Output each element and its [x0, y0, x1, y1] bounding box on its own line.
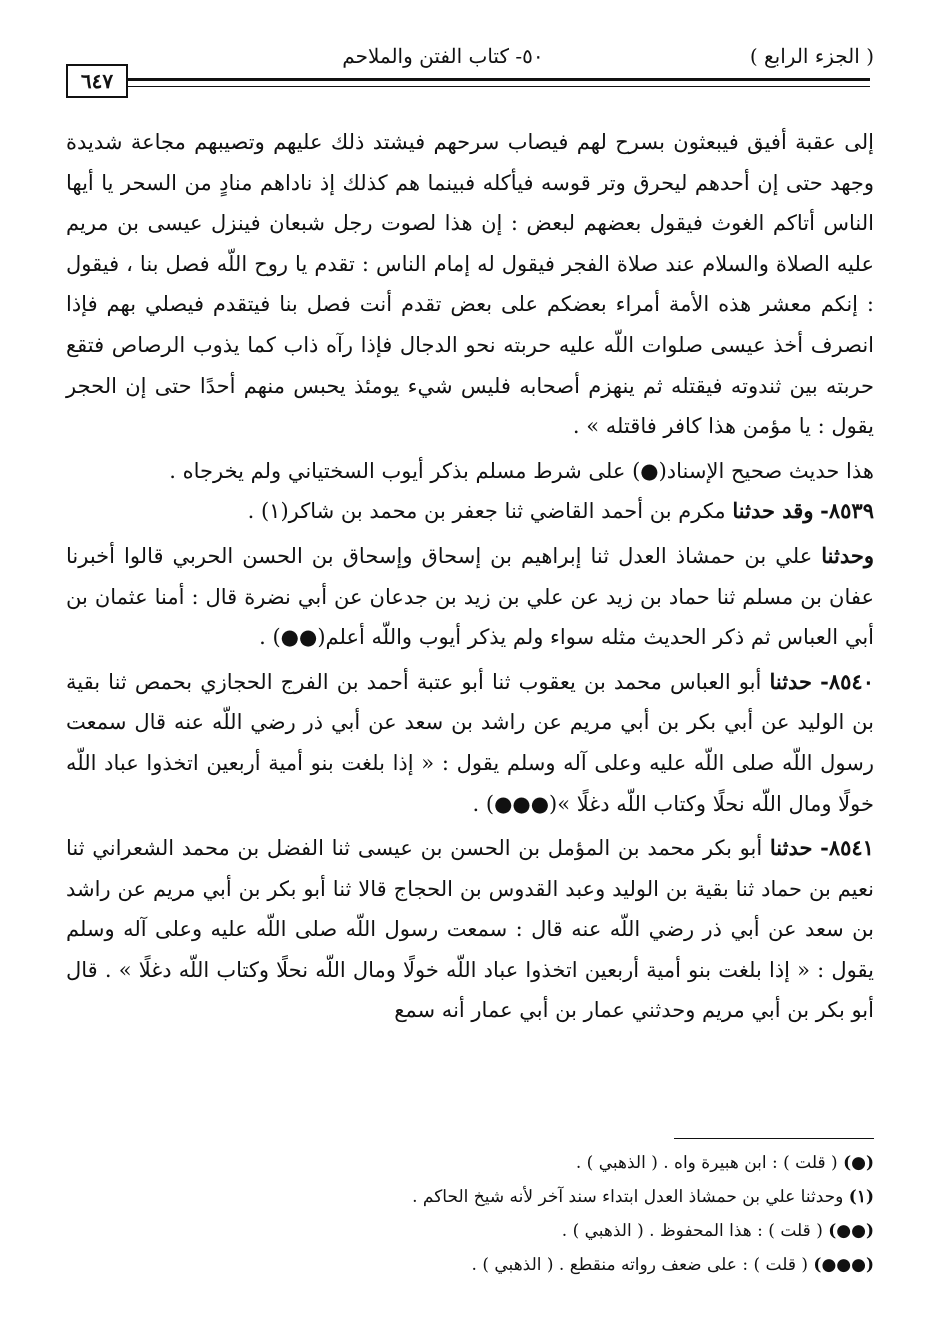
hadith-lead: حدثنا: [769, 835, 813, 861]
hadith-lead: وقد حدثنا: [732, 498, 814, 524]
header-rule: [128, 78, 870, 81]
footnote: [66, 1248, 874, 1282]
footnote-mark: (●): [843, 1153, 874, 1173]
page-number: ٦٤٧: [66, 64, 128, 98]
footnote-mark: (●●●): [813, 1255, 874, 1275]
hadith-text: أبو العباس محمد بن يعقوب ثنا أبو عتبة أحمد بن الفرج الحجازي بحمص ثنا بقية بن الوليد عن أبي بكر بن أبي مريم عن راشد بن سعد عن أبي ذر رضي اللّه عنه قال سمعت رسول اللّه صلى اللّه عليه وعلى آله وسلم يقول : « إذا بلغت بنو أمية أربعين اتخذوا عباد اللّه خولًا ومال اللّه نحلًا وكتاب اللّه دغلًا »(●●●) .: [66, 669, 874, 816]
footnote-mark: (●●): [828, 1221, 874, 1241]
chain-text: علي بن حمشاذ العدل ثنا إبراهيم بن إسحاق وإسحاق بن الحسن الحربي قالوا أخبرنا عفان بن مسلم ثنا حماد بن زيد عن علي بن زيد بن جدعان عن أبي نضرة قال : أمنا عثمان بن أبي العباس ثم ذكر الحديث مثله سواء ولم يذكر أيوب واللّه أعلم(●●) .: [66, 543, 874, 650]
footnote-text: ( قلت ) : هذا المحفوظ . ( الذهبي ) .: [561, 1221, 823, 1241]
hadith-8540: [66, 662, 874, 824]
footnotes: [66, 1146, 874, 1282]
hadith-number: ٨٥٤٠-: [820, 668, 874, 694]
hadith-8539: [66, 491, 874, 532]
chapter-title: ٥٠- كتاب الفتن والملاحم: [342, 44, 544, 68]
paragraph-hadith-text: إلى عقبة أفيق فيبعثون بسرح لهم فيصاب سرحهم فيشتد ذلك عليهم وتصيبهم مجاعة شديدة وجهد حتى إن أحدهم ليحرق وتر قوسه فيأكله فبينما هم كذلك إذ ناداهم منادٍ من السحر يا أيها الناس أتاكم الغوث فيقول بعضهم لبعض : إن هذا لصوت رجل شبعان فينزل عيسى بن مريم عليه الصلاة والسلام عند صلاة الفجر فيقول له إمام الناس : تقدم يا روح اللّه فصل بنا ، فيقول : إنكم معشر هذه الأمة أمراء بعضكم على بعض تقدم أنت فصل بنا فيتقدم فيصلي بهم فإذا انصرف أخذ عيسى صلوات اللّه عليه حربته نحو الدجال فإذا رآه ذاب كما يذوب الرصاص فتقع حربته بين ثندوته فيقتله ثم ينهزم أصحابه فليس شيء يومئذ يحبس منهم أحدًا حتى إن الحجر يقول : يا مؤمن هذا كافر فاقتله » .: [66, 130, 874, 439]
footnote-mark: (١): [848, 1187, 874, 1207]
hadith-text: مكرم بن أحمد القاضي ثنا جعفر بن محمد بن شاكر(١) .: [247, 499, 726, 524]
chain-lead: وحدثنا: [821, 542, 874, 568]
footnote-text: وحدثنا علي بن حمشاذ العدل ابتداء سند آخر لأنه شيخ الحاكم .: [412, 1187, 844, 1207]
hadith-number: ٨٥٤١-: [820, 835, 874, 861]
footnote-text: ( قلت ) : على ضعف رواته منقطع . ( الذهبي ) .: [471, 1255, 808, 1275]
paragraph-second-chain: [66, 536, 874, 658]
footnote-rule: [674, 1138, 874, 1139]
footnote: [66, 1180, 874, 1214]
running-header: [66, 40, 874, 72]
paragraph-grading: هذا حديث صحيح الإسناد(●) على شرط مسلم بذكر أيوب السختياني ولم يخرجاه .: [169, 458, 874, 483]
volume-label: ( الجزء الرابع ): [749, 44, 874, 68]
hadith-text: أبو بكر محمد بن المؤمل بن الحسن بن عيسى ثنا الفضل بن محمد الشعراني ثنا نعيم بن حماد ثنا بقية بن الوليد وعبد القدوس بن الحجاج قالا ثنا أبو بكر بن أبي مريم عن راشد بن سعد عن أبي ذر رضي اللّه عنه قال : سمعت رسول اللّه صلى اللّه عليه وعلى آله وسلم يقول : « إذا بلغت بنو أمية أربعين اتخذوا عباد اللّه خولًا ومال اللّه نحلًا وكتاب اللّه دغلًا » . قال أبو بكر بن أبي مريم وحدثني عمار بن أبي عمار أنه سمع: [66, 836, 874, 1023]
footnote: [66, 1146, 874, 1180]
hadith-8541: [66, 828, 874, 1031]
hadith-lead: حدثنا: [769, 668, 813, 694]
main-text: [66, 122, 874, 1031]
hadith-number: ٨٥٣٩-: [820, 498, 874, 524]
footnote: [66, 1214, 874, 1248]
header-rule-thin: [128, 86, 870, 87]
footnote-text: ( قلت ) : ابن هبيرة واه . ( الذهبي ) .: [575, 1153, 838, 1173]
